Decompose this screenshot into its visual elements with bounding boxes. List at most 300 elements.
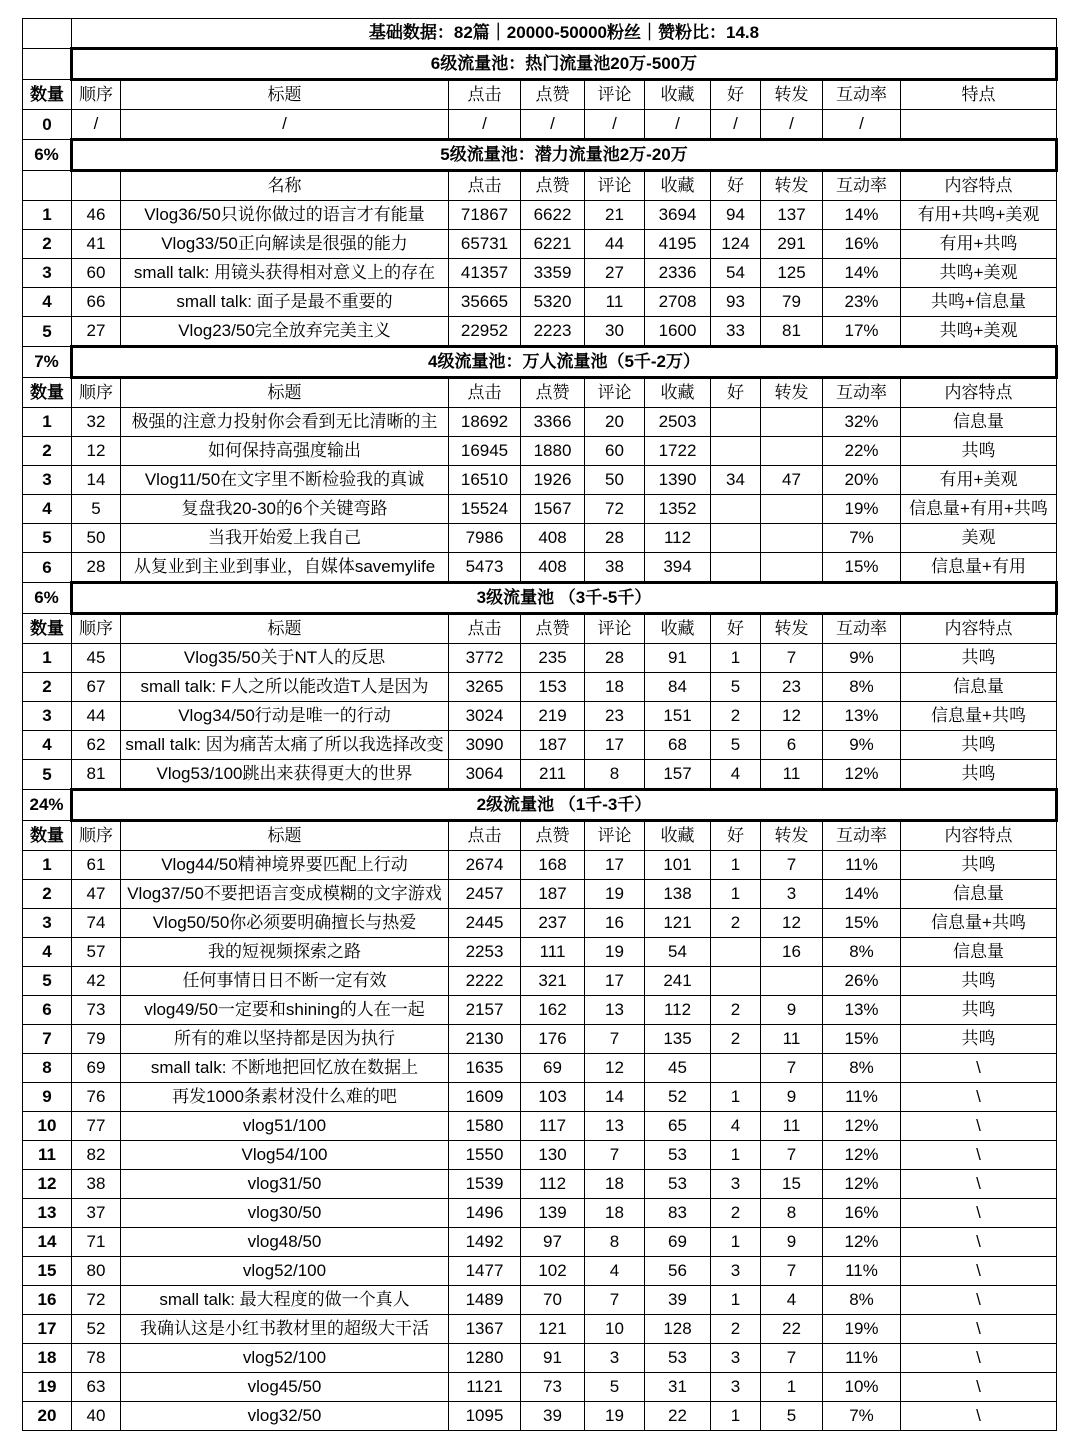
summary-row	[23, 19, 1057, 49]
col-header-shares: 转发	[761, 80, 823, 110]
cell-shares: 3	[761, 880, 823, 909]
cell-content-feature: 共鸣	[901, 851, 1057, 880]
cell-likes: 69	[521, 1054, 585, 1083]
cell-shares: 79	[761, 288, 823, 317]
summary-title: 基础数据：82篇｜20000-50000粉丝｜赞粉比：14.8	[72, 19, 1057, 49]
cell-saves: 56	[645, 1257, 711, 1286]
cell-shares: /	[761, 110, 823, 140]
cell-count: 19	[23, 1373, 72, 1402]
cell-likes: 408	[521, 524, 585, 553]
cell-shares: 7	[761, 851, 823, 880]
cell-count: 5	[23, 967, 72, 996]
table-row	[23, 317, 1057, 347]
cell-engagement-rate: 11%	[823, 1344, 901, 1373]
cell-title: 从复业到主业到事业，自媒体savemylife	[121, 553, 449, 583]
cell-content-feature: 共鸣	[901, 437, 1057, 466]
cell-engagement-rate: 12%	[823, 760, 901, 790]
section-share-label	[23, 49, 72, 80]
col-header-saves: 收藏	[645, 171, 711, 201]
cell-likes: 3366	[521, 408, 585, 437]
cell-likes: 112	[521, 1170, 585, 1199]
col-header-comments: 评论	[585, 171, 645, 201]
col-header-comments: 评论	[585, 614, 645, 644]
col-header-engagement-rate: 互动率	[823, 378, 901, 408]
col-header-likes: 点赞	[521, 614, 585, 644]
cell-clicks: 3772	[449, 644, 521, 673]
cell-order: 28	[72, 553, 121, 583]
cell-count: 12	[23, 1170, 72, 1199]
cell-shares: 15	[761, 1170, 823, 1199]
cell-comments: 18	[585, 1199, 645, 1228]
table-row	[23, 760, 1057, 790]
cell-likes: 1567	[521, 495, 585, 524]
cell-engagement-rate: 9%	[823, 644, 901, 673]
col-header-feature: 内容特点	[901, 821, 1057, 851]
table-row	[23, 1373, 1057, 1402]
cell-count: 1	[23, 201, 72, 230]
cell-engagement-rate: 26%	[823, 967, 901, 996]
cell-clicks: 1539	[449, 1170, 521, 1199]
cell-good	[711, 553, 761, 583]
cell-title: vlog32/50	[121, 1402, 449, 1431]
section-title: 6级流量池：热门流量池20万-500万	[72, 49, 1057, 80]
cell-order: 12	[72, 437, 121, 466]
col-header-title: 标题	[121, 821, 449, 851]
cell-clicks: 41357	[449, 259, 521, 288]
cell-title: 任何事情日日不断一定有效	[121, 967, 449, 996]
cell-saves: 112	[645, 524, 711, 553]
column-header-row	[23, 614, 1057, 644]
cell-engagement-rate: 8%	[823, 938, 901, 967]
cell-count: 1	[23, 851, 72, 880]
section-banner-row	[23, 790, 1057, 821]
col-header-clicks: 点击	[449, 821, 521, 851]
cell-count: 5	[23, 524, 72, 553]
cell-count: 4	[23, 495, 72, 524]
cell-shares: 137	[761, 201, 823, 230]
cell-title: Vlog34/50行动是唯一的行动	[121, 702, 449, 731]
cell-order: 14	[72, 466, 121, 495]
cell-comments: 3	[585, 1344, 645, 1373]
cell-comments: 17	[585, 731, 645, 760]
cell-title: vlog30/50	[121, 1199, 449, 1228]
table-row	[23, 110, 1057, 140]
cell-title: vlog31/50	[121, 1170, 449, 1199]
cell-good: 3	[711, 1170, 761, 1199]
cell-engagement-rate: 15%	[823, 909, 901, 938]
cell-title: small talk: 因为痛苦太痛了所以我选择改变	[121, 731, 449, 760]
cell-order: /	[72, 110, 121, 140]
col-header-likes: 点赞	[521, 378, 585, 408]
col-header-likes: 点赞	[521, 821, 585, 851]
cell-content-feature: 共鸣+美观	[901, 259, 1057, 288]
cell-title: Vlog35/50关于NT人的反思	[121, 644, 449, 673]
cell-good: 1	[711, 644, 761, 673]
cell-good	[711, 524, 761, 553]
cell-shares	[761, 437, 823, 466]
cell-saves: 65	[645, 1112, 711, 1141]
cell-clicks: 1367	[449, 1315, 521, 1344]
cell-saves: 112	[645, 996, 711, 1025]
cell-order: 42	[72, 967, 121, 996]
cell-saves: 53	[645, 1344, 711, 1373]
cell-shares	[761, 408, 823, 437]
cell-likes: 111	[521, 938, 585, 967]
cell-count: 1	[23, 644, 72, 673]
table-row	[23, 1083, 1057, 1112]
cell-content-feature: \	[901, 1170, 1057, 1199]
cell-shares: 22	[761, 1315, 823, 1344]
cell-content-feature: \	[901, 1083, 1057, 1112]
cell-comments: 28	[585, 644, 645, 673]
col-header-engagement-rate: 互动率	[823, 80, 901, 110]
cell-title: Vlog54/100	[121, 1141, 449, 1170]
cell-good: 3	[711, 1344, 761, 1373]
cell-good: 2	[711, 1025, 761, 1054]
cell-title: Vlog50/50你必须要明确擅长与热爱	[121, 909, 449, 938]
cell-title: vlog49/50一定要和shining的人在一起	[121, 996, 449, 1025]
cell-content-feature: 共鸣	[901, 1025, 1057, 1054]
cell-good: 3	[711, 1373, 761, 1402]
col-header-title: 名称	[121, 171, 449, 201]
cell-shares: 291	[761, 230, 823, 259]
cell-order: 5	[72, 495, 121, 524]
cell-good: 2	[711, 702, 761, 731]
col-header-shares: 转发	[761, 821, 823, 851]
cell-order: 76	[72, 1083, 121, 1112]
cell-comments: 7	[585, 1141, 645, 1170]
table-row	[23, 553, 1057, 583]
cell-comments: 72	[585, 495, 645, 524]
cell-saves: 1390	[645, 466, 711, 495]
cell-saves: 101	[645, 851, 711, 880]
table-row	[23, 1257, 1057, 1286]
cell-comments: 11	[585, 288, 645, 317]
col-header-saves: 收藏	[645, 378, 711, 408]
table-row	[23, 644, 1057, 673]
cell-order: 73	[72, 996, 121, 1025]
cell-good: 1	[711, 1402, 761, 1431]
cell-engagement-rate: 13%	[823, 996, 901, 1025]
table-row	[23, 1402, 1057, 1431]
table-row	[23, 909, 1057, 938]
cell-count: 3	[23, 466, 72, 495]
cell-saves: 135	[645, 1025, 711, 1054]
cell-clicks: 1609	[449, 1083, 521, 1112]
section-banner-row	[23, 347, 1057, 378]
cell-title: small talk: 用镜头获得相对意义上的存在	[121, 259, 449, 288]
table-row	[23, 996, 1057, 1025]
cell-comments: 18	[585, 1170, 645, 1199]
cell-shares: 7	[761, 1141, 823, 1170]
cell-good	[711, 495, 761, 524]
cell-content-feature: 信息量	[901, 938, 1057, 967]
cell-comments: 17	[585, 851, 645, 880]
cell-order: 79	[72, 1025, 121, 1054]
cell-title: small talk: 不断地把回忆放在数据上	[121, 1054, 449, 1083]
cell-content-feature: 有用+共鸣+美观	[901, 201, 1057, 230]
col-header-title: 标题	[121, 80, 449, 110]
col-header-engagement-rate: 互动率	[823, 821, 901, 851]
cell-order: 60	[72, 259, 121, 288]
cell-title: Vlog33/50正向解读是很强的能力	[121, 230, 449, 259]
cell-count: 4	[23, 938, 72, 967]
cell-engagement-rate: /	[823, 110, 901, 140]
cell-shares: 7	[761, 644, 823, 673]
table-row	[23, 1170, 1057, 1199]
cell-shares: 11	[761, 1112, 823, 1141]
table-row	[23, 1141, 1057, 1170]
cell-likes: 211	[521, 760, 585, 790]
cell-shares	[761, 553, 823, 583]
cell-content-feature: 信息量+共鸣	[901, 702, 1057, 731]
cell-order: 62	[72, 731, 121, 760]
cell-clicks: 1121	[449, 1373, 521, 1402]
col-header-good: 好	[711, 171, 761, 201]
col-header-count	[23, 171, 72, 201]
cell-comments: 38	[585, 553, 645, 583]
cell-good: 54	[711, 259, 761, 288]
col-header-likes: 点赞	[521, 80, 585, 110]
cell-good: 2	[711, 909, 761, 938]
cell-comments: 16	[585, 909, 645, 938]
cell-order: 69	[72, 1054, 121, 1083]
cell-title: Vlog23/50完全放弃完美主义	[121, 317, 449, 347]
col-header-title: 标题	[121, 614, 449, 644]
cell-shares	[761, 524, 823, 553]
cell-comments: 19	[585, 938, 645, 967]
cell-engagement-rate: 17%	[823, 317, 901, 347]
section-share-label: 7%	[23, 347, 72, 378]
cell-count: 20	[23, 1402, 72, 1431]
cell-clicks: 1492	[449, 1228, 521, 1257]
cell-likes: 121	[521, 1315, 585, 1344]
cell-content-feature: \	[901, 1112, 1057, 1141]
cell-comments: 14	[585, 1083, 645, 1112]
cell-title: vlog52/100	[121, 1344, 449, 1373]
table-row	[23, 524, 1057, 553]
cell-clicks: 2130	[449, 1025, 521, 1054]
cell-count: 15	[23, 1257, 72, 1286]
cell-title: 当我开始爱上我自己	[121, 524, 449, 553]
cell-comments: 21	[585, 201, 645, 230]
cell-title: Vlog11/50在文字里不断检验我的真诚	[121, 466, 449, 495]
cell-engagement-rate: 7%	[823, 1402, 901, 1431]
cell-comments: 8	[585, 760, 645, 790]
cell-clicks: 2445	[449, 909, 521, 938]
cell-comments: 18	[585, 673, 645, 702]
col-header-feature: 特点	[901, 80, 1057, 110]
cell-count: 10	[23, 1112, 72, 1141]
col-header-comments: 评论	[585, 821, 645, 851]
cell-saves: 157	[645, 760, 711, 790]
cell-engagement-rate: 7%	[823, 524, 901, 553]
col-header-feature: 内容特点	[901, 171, 1057, 201]
cell-clicks: 1635	[449, 1054, 521, 1083]
section-banner-row	[23, 49, 1057, 80]
cell-count: 16	[23, 1286, 72, 1315]
cell-saves: 84	[645, 673, 711, 702]
col-header-count: 数量	[23, 378, 72, 408]
table-row	[23, 259, 1057, 288]
cell-count: 1	[23, 408, 72, 437]
col-header-order	[72, 171, 121, 201]
cell-order: 82	[72, 1141, 121, 1170]
cell-likes: 139	[521, 1199, 585, 1228]
cell-title: vlog51/100	[121, 1112, 449, 1141]
cell-comments: 60	[585, 437, 645, 466]
cell-content-feature: 共鸣+美观	[901, 317, 1057, 347]
cell-order: 40	[72, 1402, 121, 1431]
column-header-row	[23, 171, 1057, 201]
cell-saves: 68	[645, 731, 711, 760]
col-header-good: 好	[711, 821, 761, 851]
cell-order: 67	[72, 673, 121, 702]
col-header-shares: 转发	[761, 378, 823, 408]
cell-likes: 219	[521, 702, 585, 731]
cell-engagement-rate: 12%	[823, 1112, 901, 1141]
col-header-feature: 内容特点	[901, 614, 1057, 644]
cell-saves: 2708	[645, 288, 711, 317]
cell-saves: 69	[645, 1228, 711, 1257]
cell-good	[711, 437, 761, 466]
col-header-good: 好	[711, 80, 761, 110]
cell-title: Vlog44/50精神境界要匹配上行动	[121, 851, 449, 880]
col-header-shares: 转发	[761, 171, 823, 201]
cell-shares: 47	[761, 466, 823, 495]
cell-comments: 27	[585, 259, 645, 288]
traffic-pool-spreadsheet	[22, 18, 1058, 1431]
col-header-count: 数量	[23, 614, 72, 644]
cell-order: 63	[72, 1373, 121, 1402]
cell-shares: 16	[761, 938, 823, 967]
table-row	[23, 1025, 1057, 1054]
cell-count: 2	[23, 230, 72, 259]
cell-shares: 9	[761, 1083, 823, 1112]
cell-shares: 12	[761, 702, 823, 731]
table-row	[23, 495, 1057, 524]
cell-content-feature: 共鸣	[901, 967, 1057, 996]
cell-engagement-rate: 32%	[823, 408, 901, 437]
cell-order: 44	[72, 702, 121, 731]
cell-content-feature: 信息量+有用	[901, 553, 1057, 583]
cell-likes: 97	[521, 1228, 585, 1257]
cell-saves: 22	[645, 1402, 711, 1431]
cell-good: 1	[711, 1286, 761, 1315]
cell-engagement-rate: 22%	[823, 437, 901, 466]
cell-engagement-rate: 14%	[823, 259, 901, 288]
col-header-feature: 内容特点	[901, 378, 1057, 408]
section-share-label: 24%	[23, 790, 72, 821]
cell-title: vlog48/50	[121, 1228, 449, 1257]
cell-saves: 4195	[645, 230, 711, 259]
cell-comments: 23	[585, 702, 645, 731]
cell-count: 8	[23, 1054, 72, 1083]
table-row	[23, 1228, 1057, 1257]
cell-likes: 1926	[521, 466, 585, 495]
cell-engagement-rate: 15%	[823, 1025, 901, 1054]
cell-good: 5	[711, 731, 761, 760]
section-title: 2级流量池 （1千-3千）	[72, 790, 1057, 821]
cell-content-feature: \	[901, 1315, 1057, 1344]
cell-engagement-rate: 8%	[823, 1054, 901, 1083]
cell-shares: 5	[761, 1402, 823, 1431]
section-banner-row	[23, 140, 1057, 171]
cell-likes: 321	[521, 967, 585, 996]
cell-count: 3	[23, 259, 72, 288]
cell-comments: 28	[585, 524, 645, 553]
cell-clicks: 1477	[449, 1257, 521, 1286]
cell-title: small talk: 最大程度的做一个真人	[121, 1286, 449, 1315]
cell-title: 极强的注意力投射你会看到无比清晰的主	[121, 408, 449, 437]
cell-engagement-rate: 11%	[823, 1257, 901, 1286]
cell-likes: 187	[521, 880, 585, 909]
cell-comments: /	[585, 110, 645, 140]
cell-clicks: 65731	[449, 230, 521, 259]
cell-order: 66	[72, 288, 121, 317]
cell-good: 2	[711, 1199, 761, 1228]
cell-likes: 235	[521, 644, 585, 673]
col-header-comments: 评论	[585, 378, 645, 408]
cell-shares: 8	[761, 1199, 823, 1228]
col-header-saves: 收藏	[645, 80, 711, 110]
cell-engagement-rate: 16%	[823, 230, 901, 259]
table-row	[23, 702, 1057, 731]
cell-comments: 7	[585, 1286, 645, 1315]
cell-content-feature: \	[901, 1373, 1057, 1402]
cell-likes: 70	[521, 1286, 585, 1315]
cell-engagement-rate: 15%	[823, 553, 901, 583]
cell-good: 34	[711, 466, 761, 495]
cell-saves: 53	[645, 1141, 711, 1170]
cell-clicks: 16945	[449, 437, 521, 466]
cell-likes: 408	[521, 553, 585, 583]
cell-count: 9	[23, 1083, 72, 1112]
cell-count: 7	[23, 1025, 72, 1054]
cell-saves: 121	[645, 909, 711, 938]
cell-content-feature: 共鸣	[901, 731, 1057, 760]
cell-count: 6	[23, 553, 72, 583]
cell-engagement-rate: 11%	[823, 1083, 901, 1112]
cell-clicks: 3090	[449, 731, 521, 760]
cell-title: Vlog36/50只说你做过的语言才有能量	[121, 201, 449, 230]
cell-title: small talk: 面子是最不重要的	[121, 288, 449, 317]
cell-count: 6	[23, 996, 72, 1025]
cell-engagement-rate: 16%	[823, 1199, 901, 1228]
cell-content-feature: 有用+美观	[901, 466, 1057, 495]
cell-order: 61	[72, 851, 121, 880]
cell-order: 32	[72, 408, 121, 437]
cell-shares: 23	[761, 673, 823, 702]
cell-clicks: 7986	[449, 524, 521, 553]
cell-engagement-rate: 12%	[823, 1170, 901, 1199]
cell-shares: 4	[761, 1286, 823, 1315]
cell-title: 再发1000条素材没什么难的吧	[121, 1083, 449, 1112]
table-row	[23, 731, 1057, 760]
cell-engagement-rate: 13%	[823, 702, 901, 731]
cell-likes: 237	[521, 909, 585, 938]
cell-order: 27	[72, 317, 121, 347]
cell-saves: 1352	[645, 495, 711, 524]
cell-saves: 53	[645, 1170, 711, 1199]
cell-count: 18	[23, 1344, 72, 1373]
col-header-comments: 评论	[585, 80, 645, 110]
section-banner-row	[23, 583, 1057, 614]
cell-order: 38	[72, 1170, 121, 1199]
cell-comments: 8	[585, 1228, 645, 1257]
col-header-good: 好	[711, 378, 761, 408]
cell-order: 80	[72, 1257, 121, 1286]
